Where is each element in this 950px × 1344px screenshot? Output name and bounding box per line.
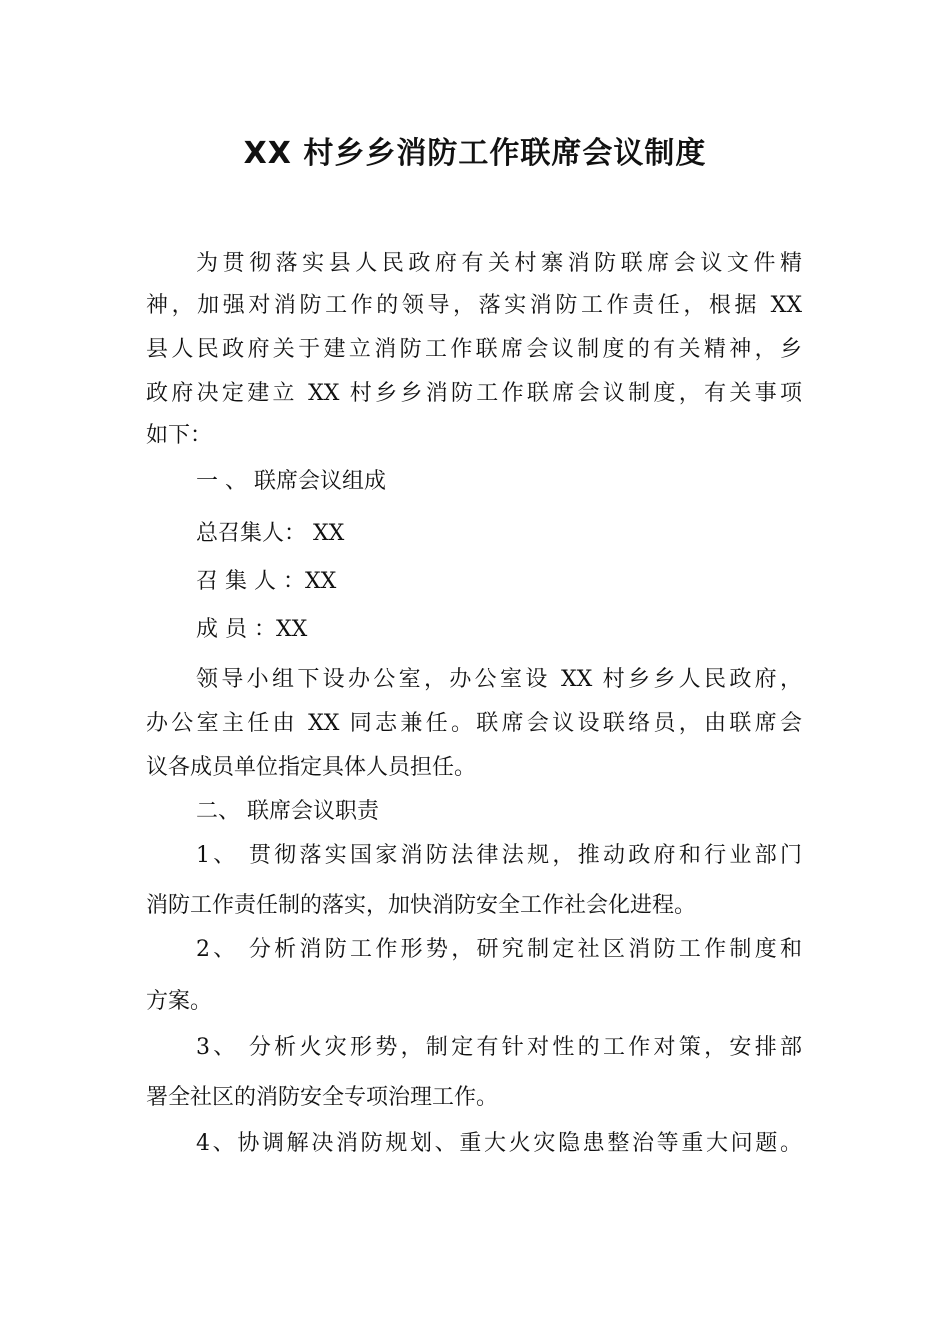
intro-line-2: 神，加强对消防工作的领导，落实消防工作责任，根据 XX [146, 293, 802, 318]
duty-4-line-1: 4、协调解决消防规划、重大火灾隐患整治等重大问题。 [196, 1131, 802, 1156]
section-heading-composition: 一 、 联席会议组成 [196, 469, 386, 494]
office-line-1: 领导小组下设办公室，办公室设 XX 村乡乡人民政府， [196, 667, 802, 692]
document-title: XX 村乡乡消防工作联席会议制度 [243, 136, 707, 171]
member: 成 员 ：XX [196, 617, 308, 642]
duty-3-line-1: 3、 分析火灾形势，制定有针对性的工作对策，安排部 [196, 1035, 802, 1060]
office-line-2: 办公室主任由 XX 同志兼任。联席会议设联络员，由联席会 [146, 711, 802, 736]
duty-1-line-1: 1、 贯彻落实国家消防法律法规，推动政府和行业部门 [196, 843, 802, 868]
duty-3-line-2: 署全社区的消防安全专项治理工作。 [146, 1085, 499, 1110]
intro-line-5: 如下： [146, 423, 213, 448]
duty-2-line-1: 2、 分析消防工作形势，研究制定社区消防工作制度和 [196, 937, 802, 962]
intro-line-3: 县人民政府关于建立消防工作联席会议制度的有关精神，乡 [146, 337, 802, 362]
duty-2-line-2: 方案。 [146, 989, 213, 1014]
duty-1-line-2: 消防工作责任制的落实，加快消防安全工作社会化进程。 [146, 893, 697, 918]
chief-convener: 总召集人： XX [196, 521, 345, 546]
convener: 召 集 人 ：XX [196, 569, 337, 594]
section-heading-duties: 二、 联席会议职责 [196, 799, 379, 824]
intro-line-1: 为贯彻落实县人民政府有关村寨消防联席会议文件精 [196, 251, 802, 276]
intro-line-4: 政府决定建立 XX 村乡乡消防工作联席会议制度，有关事项 [146, 381, 802, 406]
office-line-3: 议各成员单位指定具体人员担任。 [146, 755, 477, 780]
